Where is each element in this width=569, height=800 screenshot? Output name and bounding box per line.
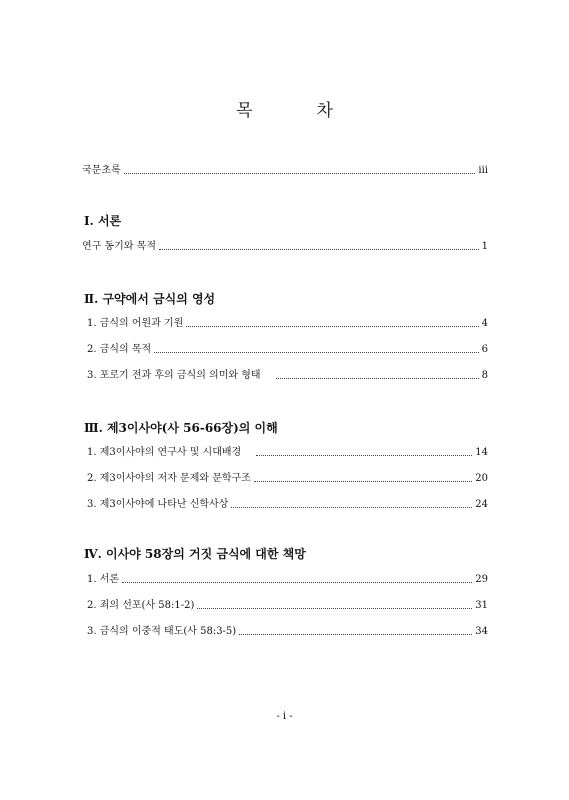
toc-entry-abstract[interactable] xyxy=(82,163,488,177)
section-heading-1: Ⅰ. 서론 xyxy=(84,214,122,228)
toc-leader xyxy=(124,173,476,174)
toc-entry-page: 34 xyxy=(475,626,488,637)
toc-entry-label: 1. 서론 xyxy=(87,574,120,585)
toc-entry-2-3[interactable] xyxy=(87,368,488,382)
toc-entry-label: 1. 제3이사야의 연구사 및 시대배경 xyxy=(87,447,242,458)
toc-leader xyxy=(197,608,472,609)
toc-entry-4-3[interactable] xyxy=(87,624,488,638)
section-heading-4: Ⅳ. 이사야 58장의 거짓 금식에 대한 책망 xyxy=(84,547,306,561)
toc-entry-4-1[interactable] xyxy=(87,572,488,586)
toc-leader xyxy=(159,249,479,250)
toc-entry-2-1[interactable] xyxy=(87,316,488,330)
toc-leader xyxy=(276,378,479,379)
toc-entry-page: 31 xyxy=(475,600,488,611)
toc-entry-3-1[interactable] xyxy=(87,445,488,459)
toc-entry-1-1[interactable] xyxy=(82,239,488,253)
toc-entry-label: 2. 제3이사야의 저자 문제와 문학구조 xyxy=(87,473,251,484)
toc-leader xyxy=(254,481,472,482)
toc-entry-label: 3. 금식의 이중적 태도(사 58:3-5) xyxy=(87,626,237,637)
page-number-footer: - i - xyxy=(276,711,293,722)
section-heading-2: Ⅱ. 구약에서 금식의 영성 xyxy=(84,292,216,306)
toc-entry-page: 14 xyxy=(475,447,488,458)
toc-entry-3-3[interactable] xyxy=(87,497,488,511)
toc-entry-page: 24 xyxy=(475,499,488,510)
toc-leader xyxy=(154,352,478,353)
toc-entry-label: 연구 동기와 목적 xyxy=(82,241,156,252)
title-right: 차 xyxy=(316,101,333,121)
toc-entry-page: 20 xyxy=(475,473,488,484)
toc-leader xyxy=(231,507,472,508)
toc-entry-label: 국문초록 xyxy=(82,165,121,176)
toc-entry-label: 2. 금식의 목적 xyxy=(87,344,152,355)
section-heading-3: Ⅲ. 제3이사야(사 56-66장)의 이해 xyxy=(84,421,278,435)
toc-leader xyxy=(239,634,472,635)
toc-leader xyxy=(122,582,472,583)
toc-entry-page: iii xyxy=(478,165,488,176)
toc-entry-label: 2. 죄의 선포(사 58:1-2) xyxy=(87,600,195,611)
page-title xyxy=(0,96,569,121)
toc-entry-page: 8 xyxy=(481,370,488,381)
toc-entry-2-2[interactable] xyxy=(87,342,488,356)
toc-leader xyxy=(256,455,472,456)
toc-entry-label: 1. 금식의 어원과 기원 xyxy=(87,318,184,329)
title-left: 목 xyxy=(236,101,253,121)
toc-leader xyxy=(186,326,478,327)
toc-entry-page: 1 xyxy=(481,241,488,252)
toc-entry-page: 29 xyxy=(475,574,488,585)
toc-entry-label: 3. 포로기 전과 후의 금식의 의미와 형태 xyxy=(87,370,261,381)
toc-entry-4-2[interactable] xyxy=(87,598,488,612)
toc-entry-3-2[interactable] xyxy=(87,471,488,485)
toc-entry-page: 6 xyxy=(481,344,488,355)
toc-entry-page: 4 xyxy=(481,318,488,329)
toc-entry-label: 3. 제3이사야에 나타난 신학사상 xyxy=(87,499,229,510)
